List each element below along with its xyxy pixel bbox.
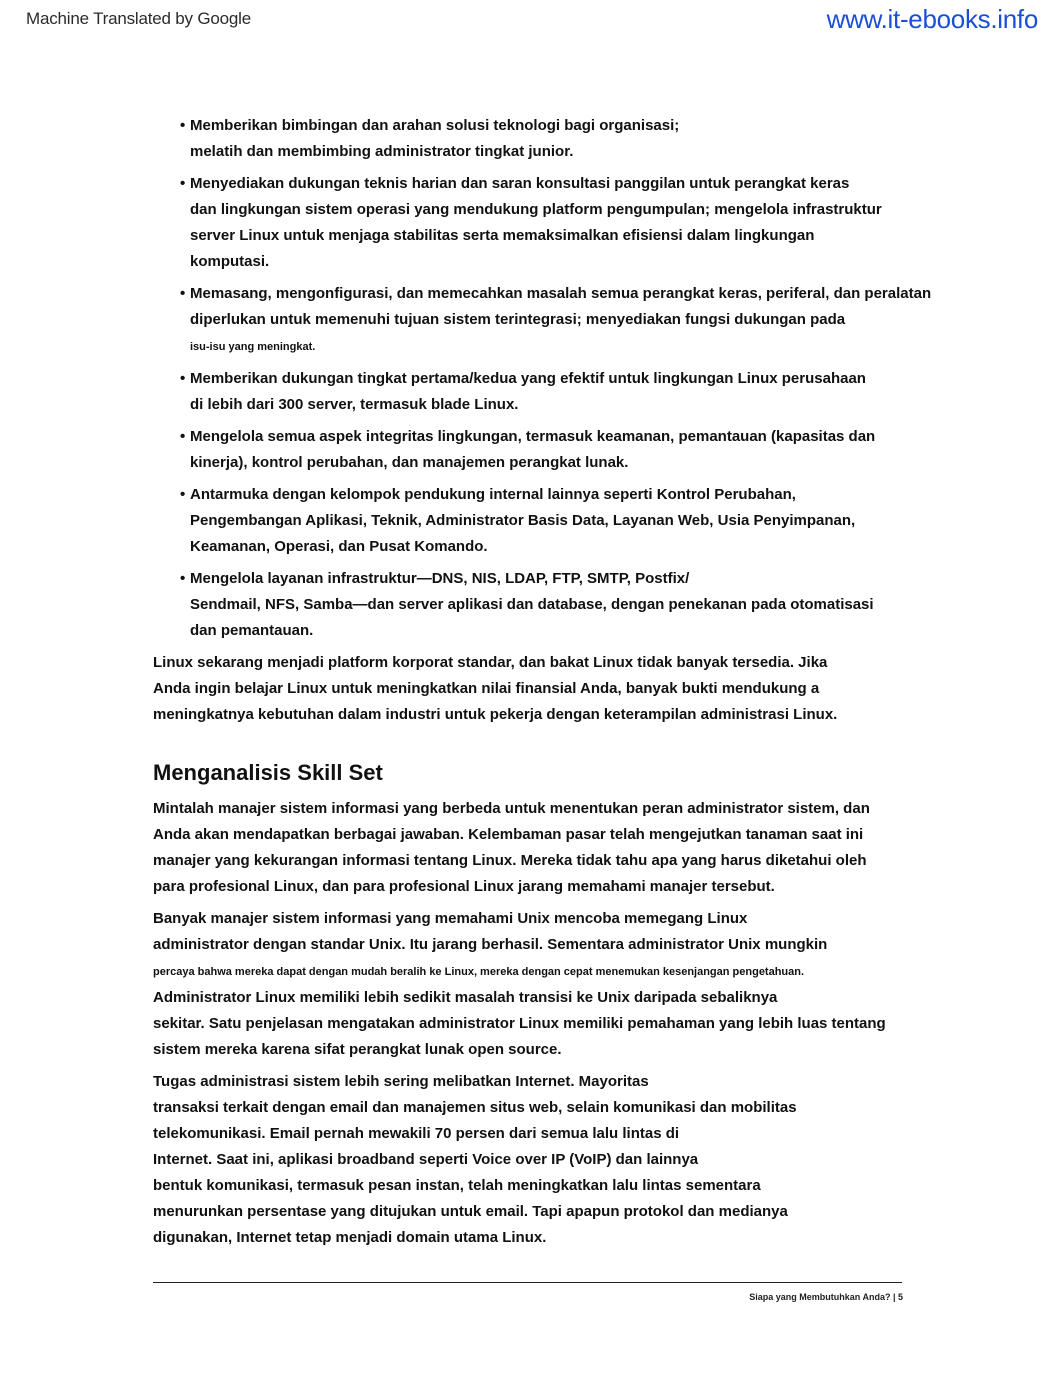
- bullet-icon: •: [180, 428, 186, 445]
- bullet-icon: •: [180, 175, 186, 192]
- footer-divider: [153, 1282, 902, 1283]
- list-item: • Memberikan dukungan tingkat pertama/kedua yang efektif untuk lingkungan Linux perusahaan di lebih dari 300 server, termasuk blade Linux.: [153, 366, 953, 418]
- page-content: [153, 113, 953, 1257]
- bullet-icon: •: [180, 117, 186, 134]
- list-item: • Antarmuka dengan kelompok pendukung internal lainnya seperti Kontrol Perubahan, Pengembangan Aplikasi, Teknik, Administrator Basis Data, Layanan Web, Usia Penyimpanan, Keamanan, Operasi, dan Pusat Komando.: [153, 482, 953, 560]
- paragraph: Tugas administrasi sistem lebih sering melibatkan Internet. Mayoritas transaksi terkait dengan email dan manajemen situs web, selain komunikasi dan mobilitas telekomunikasi. Email pernah mewakili 70 persen dari semua lalu lintas di Internet. Saat ini, aplikasi broadband seperti Voice over IP (VoIP) dan lainnya bentuk komunikasi, termasuk pesan instan, telah meningkatkan lalu lintas sementara menurunkan persentase yang ditujukan untuk email. Tapi apapun protokol dan medianya digunakan, Internet tetap menjadi domain utama Linux.: [153, 1073, 797, 1246]
- running-footer: Siapa yang Membutuhkan Anda? | 5: [749, 1292, 903, 1302]
- intro-paragraph: Linux sekarang menjadi platform korporat standar, dan bakat Linux tidak banyak tersedia. Jika Anda ingin belajar Linux untuk meningkatkan nilai finansial Anda, banyak bukti mendukung a meningkatnya kebutuhan dalam industri untuk pekerja dengan keterampilan administrasi Linux.: [153, 654, 838, 723]
- paragraph: Banyak manajer sistem informasi yang memahami Unix mencoba memegang Linux administrator dengan standar Unix. Itu jarang berhasil. Sementara administrator Unix mungkin percaya bahwa mereka dapat dengan mudah beralih ke Linux, mereka dengan cepat menemukan kesenjangan pengetahuan. Administrator Linux memiliki lebih sedikit masalah transisi ke Unix daripada sebaliknya sekitar. Satu penjelasan mengatakan administrator Linux memiliki pemahaman yang lebih luas tentang sistem mereka karena sifat perangkat lunak open source.: [153, 910, 886, 1058]
- bullet-icon: •: [180, 370, 186, 387]
- list-item: • Mengelola semua aspek integritas lingkungan, termasuk keamanan, pemantauan (kapasitas dan kinerja), kontrol perubahan, dan manajemen perangkat lunak.: [153, 424, 953, 476]
- bullet-icon: •: [180, 570, 186, 587]
- list-item: • Mengelola layanan infrastruktur—DNS, NIS, LDAP, FTP, SMTP, Postfix/ Sendmail, NFS, Samba—dan server aplikasi dan database, dengan penekanan pada otomatisasi dan pemantauan.: [153, 566, 953, 644]
- list-item: • Memasang, mengonfigurasi, dan memecahkan masalah semua perangkat keras, periferal, dan peralatan diperlukan untuk memenuhi tujuan sistem terintegrasi; menyediakan fungsi dukungan pada isu-isu yang meningkat.: [153, 281, 953, 360]
- responsibility-list: [153, 113, 953, 644]
- source-link[interactable]: www.it-ebooks.info: [826, 4, 1038, 34]
- translation-notice: Machine Translated by Google: [26, 9, 251, 28]
- bullet-icon: •: [180, 285, 186, 302]
- bullet-icon: •: [180, 486, 186, 503]
- section-heading: Menganalisis Skill Set: [153, 760, 383, 785]
- list-item: • Menyediakan dukungan teknis harian dan saran konsultasi panggilan untuk perangkat keras dan lingkungan sistem operasi yang mendukung platform pengumpulan; mengelola infrastruktur server Linux untuk menjaga stabilitas serta memaksimalkan efisiensi dalam lingkungan komputasi.: [153, 171, 953, 275]
- list-item: • Memberikan bimbingan dan arahan solusi teknologi bagi organisasi; melatih dan membimbing administrator tingkat junior.: [153, 113, 953, 165]
- paragraph: Mintalah manajer sistem informasi yang berbeda untuk menentukan peran administrator sistem, dan Anda akan mendapatkan berbagai jawaban. Kelembaman pasar telah mengejutkan tanaman saat ini manajer yang kekurangan informasi tentang Linux. Mereka tidak tahu apa yang harus diketahui oleh para profesional Linux, dan para profesional Linux jarang memahami manajer tersebut.: [153, 800, 870, 895]
